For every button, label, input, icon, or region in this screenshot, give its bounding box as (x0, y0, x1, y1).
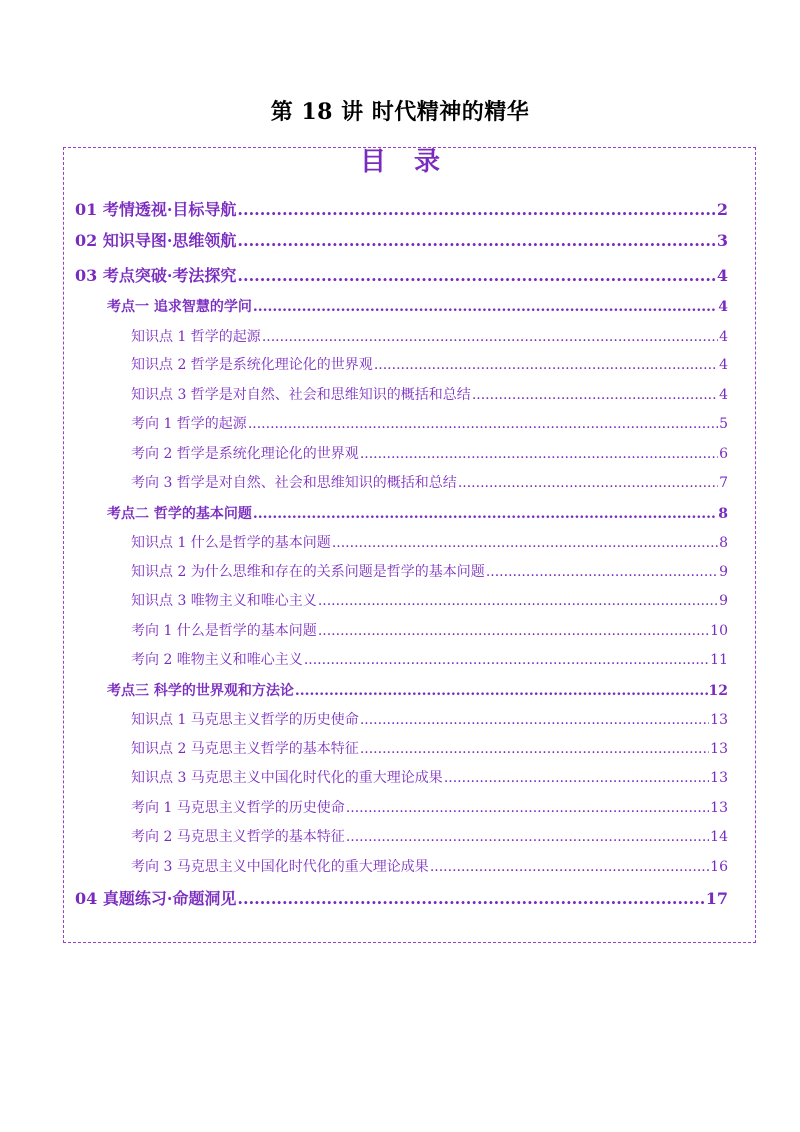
toc-entry-label: 知识点 2 马克思主义哲学的基本特征 (131, 741, 359, 757)
toc-entry[interactable] (131, 532, 728, 552)
toc-entry-page: 13 (710, 741, 728, 757)
toc-entry[interactable] (75, 228, 728, 251)
toc-entry[interactable] (107, 680, 728, 700)
toc-entry[interactable] (131, 620, 728, 640)
toc-dot-leader (346, 829, 709, 845)
toc-entry-page: 2 (716, 200, 728, 219)
toc-entry[interactable] (131, 413, 728, 433)
toc-dot-leader (253, 506, 717, 522)
toc-entry[interactable] (131, 767, 728, 787)
toc-entry-page: 4 (716, 266, 728, 285)
toc-entry-label: 考向 3 哲学是对自然、社会和思维知识的概括和总结 (131, 475, 457, 491)
toc-dot-leader (332, 535, 718, 551)
toc-entry[interactable] (75, 197, 728, 220)
toc-entry[interactable] (131, 472, 728, 492)
toc-dot-leader (346, 800, 709, 816)
toc-dot-leader (304, 652, 709, 668)
toc-dot-leader (444, 770, 709, 786)
toc-entry[interactable] (131, 384, 728, 404)
toc-entry[interactable] (131, 826, 728, 846)
toc-entry-label: 02 知识导图·思维领航 (75, 231, 237, 250)
toc-entry-label: 考向 2 唯物主义和唯心主义 (131, 652, 303, 668)
toc-entry-page: 13 (710, 712, 728, 728)
toc-entry-page: 14 (710, 829, 728, 845)
toc-entry[interactable] (131, 590, 728, 610)
toc-entry-page: 9 (719, 564, 728, 580)
toc-entry-page: 6 (719, 446, 728, 462)
toc-entry[interactable] (131, 709, 728, 729)
toc-dot-leader (237, 200, 715, 219)
toc-dot-leader (237, 266, 715, 285)
toc-dot-leader (318, 623, 709, 639)
toc-dot-leader (360, 741, 709, 757)
toc-entry[interactable] (131, 561, 728, 581)
toc-entry-label: 知识点 3 唯物主义和唯心主义 (131, 593, 317, 609)
toc-dot-leader (486, 564, 718, 580)
toc-entry-page: 13 (710, 770, 728, 786)
toc-dot-leader (237, 889, 704, 908)
toc-entry-page: 9 (719, 593, 728, 609)
toc-entry-label: 知识点 3 马克思主义中国化时代化的重大理论成果 (131, 770, 443, 786)
toc-entry-page: 12 (708, 683, 728, 699)
toc-entry-page: 8 (718, 506, 728, 522)
toc-entry[interactable] (107, 503, 728, 523)
toc-dot-leader (295, 683, 708, 699)
toc-entry[interactable] (131, 649, 728, 669)
toc-entry-page: 17 (705, 889, 728, 908)
toc-entry-label: 考向 1 马克思主义哲学的历史使命 (131, 800, 345, 816)
toc-entry-label: 知识点 1 马克思主义哲学的历史使命 (131, 712, 359, 728)
toc-dot-leader (458, 475, 718, 491)
toc-entry-label: 考点一 追求智慧的学问 (107, 299, 252, 315)
toc-entry-label: 考向 2 哲学是系统化理论化的世界观 (131, 446, 359, 462)
page-title: 第 18 讲 时代精神的精华 (270, 99, 530, 125)
toc-entry-page: 3 (716, 231, 728, 250)
toc-entry[interactable] (75, 886, 728, 909)
toc-entry[interactable] (131, 856, 728, 876)
toc-dot-leader (262, 329, 718, 345)
toc-dot-leader (374, 357, 718, 373)
toc-entry-label: 考向 1 哲学的起源 (131, 416, 247, 432)
toc-entry-label: 知识点 3 哲学是对自然、社会和思维知识的概括和总结 (131, 387, 471, 403)
toc-entry-label: 考向 3 马克思主义中国化时代化的重大理论成果 (131, 859, 429, 875)
toc-dot-leader (318, 593, 718, 609)
toc-entry-page: 4 (719, 357, 728, 373)
toc-entry-label: 考向 1 什么是哲学的基本问题 (131, 623, 317, 639)
toc-entry-label: 04 真题练习·命题洞见 (75, 889, 237, 908)
toc-entry[interactable] (107, 296, 728, 316)
toc-entry-page: 10 (710, 623, 728, 639)
toc-entry[interactable] (131, 326, 728, 346)
toc-entry-label: 03 考点突破·考法探究 (75, 266, 237, 285)
toc-entry-page: 7 (719, 475, 728, 491)
toc-entry-label: 考向 2 马克思主义哲学的基本特征 (131, 829, 345, 845)
toc-entry-page: 16 (710, 859, 728, 875)
toc-entry-page: 4 (718, 299, 728, 315)
toc-dot-leader (360, 712, 709, 728)
toc-entry-page: 8 (719, 535, 728, 551)
toc-entry-label: 01 考情透视·目标导航 (75, 200, 237, 219)
toc-heading: 目录 (359, 147, 468, 177)
toc-dot-leader (253, 299, 717, 315)
toc-entry-page: 4 (719, 329, 728, 345)
toc-entry-page: 13 (710, 800, 728, 816)
toc-dot-leader (237, 231, 715, 250)
toc-entry[interactable] (131, 354, 728, 374)
toc-entry-label: 考点二 哲学的基本问题 (107, 506, 252, 522)
toc-entry[interactable] (131, 738, 728, 758)
toc-entry-label: 知识点 1 哲学的起源 (131, 329, 261, 345)
toc-entry-label: 知识点 1 什么是哲学的基本问题 (131, 535, 331, 551)
toc-entry-page: 5 (719, 416, 728, 432)
toc-entry[interactable] (75, 263, 728, 286)
toc-dot-leader (360, 446, 718, 462)
toc-dot-leader (430, 859, 709, 875)
toc-entry-label: 考点三 科学的世界观和方法论 (107, 683, 294, 699)
toc-entry-label: 知识点 2 为什么思维和存在的关系问题是哲学的基本问题 (131, 564, 485, 580)
toc-entry-page: 11 (710, 652, 728, 668)
toc-entry[interactable] (131, 797, 728, 817)
toc-dot-leader (248, 416, 718, 432)
toc-entry-label: 知识点 2 哲学是系统化理论化的世界观 (131, 357, 373, 373)
toc-entry-page: 4 (719, 387, 728, 403)
toc-dot-leader (472, 387, 718, 403)
toc-entry[interactable] (131, 443, 728, 463)
